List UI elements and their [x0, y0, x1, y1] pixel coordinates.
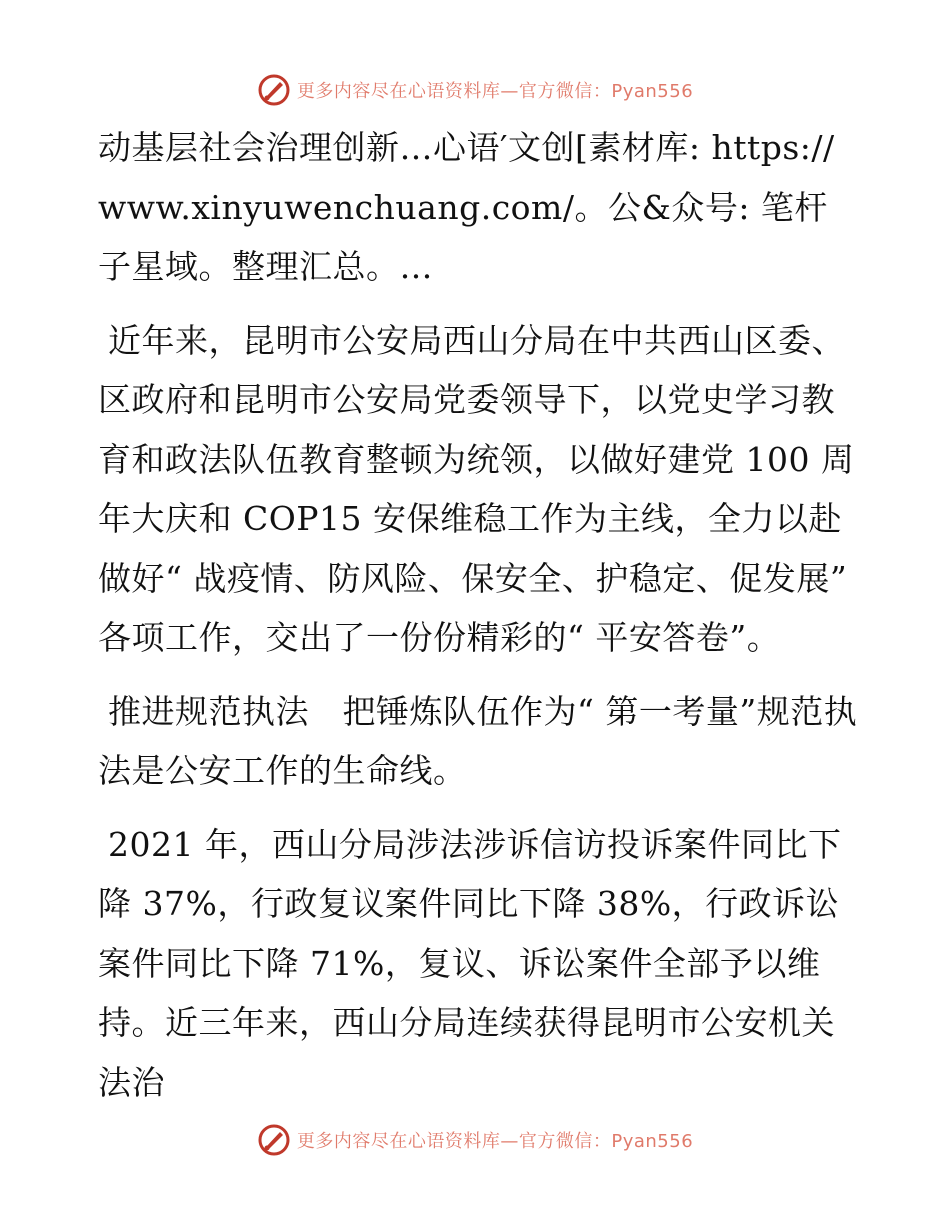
header-watermark — [0, 70, 950, 110]
watermark-text: 更多内容尽在心语资料库—官方微信：Pyan556 — [296, 81, 694, 102]
footer-watermark — [0, 1120, 950, 1160]
paragraph-1: 动基层社会治理创新…心语′文创[素材库: https://www.xinyuwenchuang.com/。公&众号: 笔杆子星域。整理汇总。… — [98, 128, 835, 286]
brush-logo-icon — [257, 1123, 291, 1157]
paragraph-4: 2021 年，西山分局涉法涉诉信访投诉案件同比下降 37%，行政复议案件同比下降 38%，行政诉讼案件同比下降 71%，复议、诉讼案件全部予以维持。近三年来，西山分局连续获得昆明市公安机关法治 — [98, 824, 842, 1102]
watermark-text: 更多内容尽在心语资料库—官方微信：Pyan556 — [296, 1131, 694, 1152]
paragraph-3: 推进规范执法 把锤炼队伍作为“ 第一考量”规范执法是公安工作的生命线。 — [98, 691, 858, 790]
brush-logo-icon — [257, 73, 291, 107]
document-body — [98, 118, 858, 1126]
paragraph-2: 近年来，昆明市公安局西山分局在中共西山区委、区政府和昆明市公安局党委领导下，以党史学习教育和政法队伍教育整顿为统领，以做好建党 100 周年大庆和 COP15 安保维稳工作为主线，全力以赴做好“ 战疫情、防风险、保安全、护稳定、促发展” 各项工作，交出了一份份精彩的“ 平安答卷”。 — [98, 320, 855, 657]
